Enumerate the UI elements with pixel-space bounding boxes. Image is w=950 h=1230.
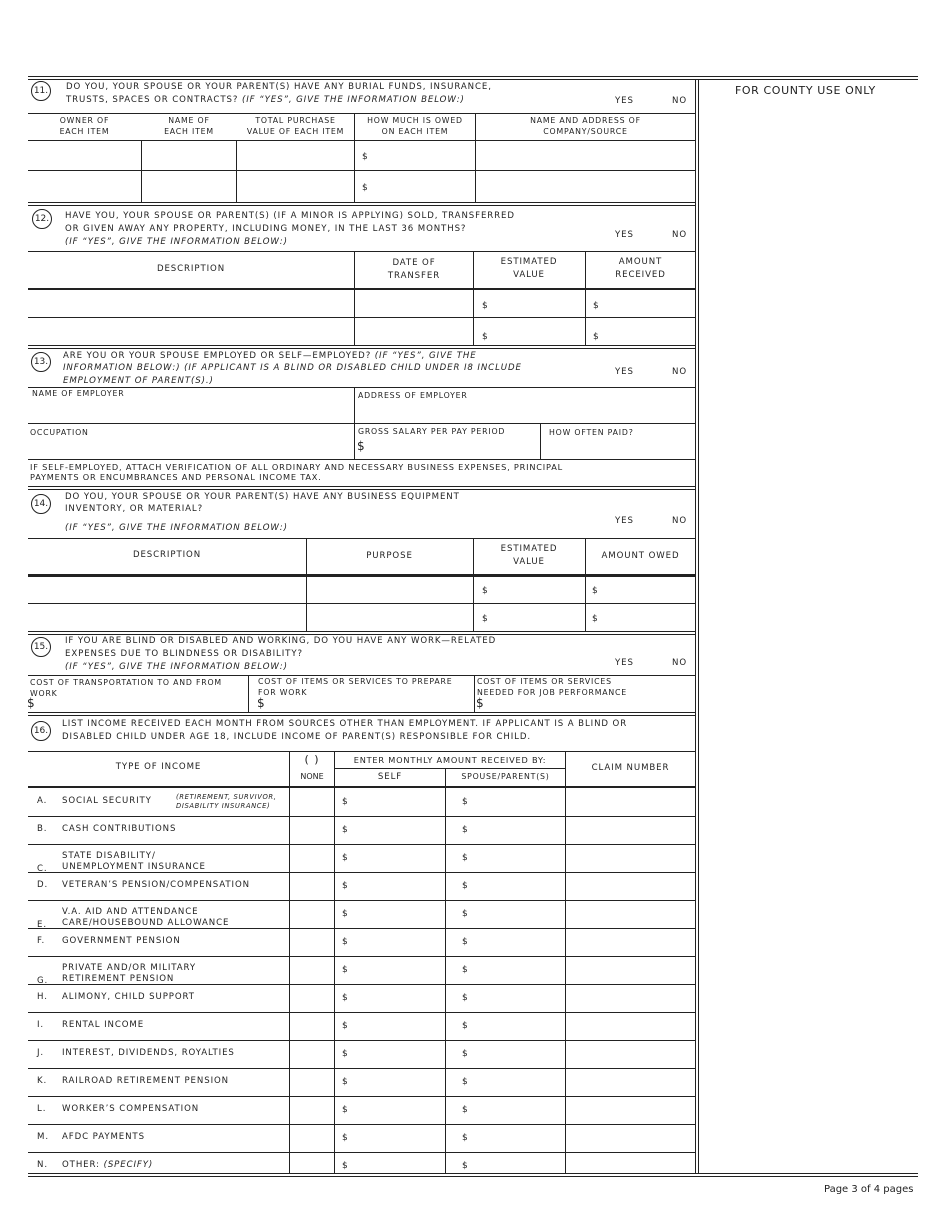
q15-end-rule-1 (28, 712, 695, 713)
income-row-letter: N. (37, 1160, 48, 1170)
q13-question-line1: ARE YOU OR YOUR SPOUSE EMPLOYED OR SELF—EMPLOYED? (IF “YES”, GIVE THE (63, 351, 477, 361)
q16-number: 16. (31, 721, 51, 741)
q16-question-line2: DISABLED CHILD UNDER AGE 18, INCLUDE INCOME OF PARENT(S) RESPONSIBLE FOR CHILD. (62, 732, 531, 742)
income-row-spouse-amount[interactable]: $ (462, 965, 468, 975)
q14-col-owed: AMOUNT OWED (601, 551, 680, 561)
income-row-claim-number[interactable] (567, 930, 694, 954)
income-row-label-line2: RETIREMENT PENSION (62, 974, 175, 984)
income-row-label: RAILROAD RETIREMENT PENSION (62, 1076, 229, 1086)
q12-yes-option[interactable]: YES (615, 230, 634, 240)
income-row-spouse-amount[interactable]: $ (462, 797, 468, 807)
q14-question-line3: (IF “YES”, GIVE THE INFORMATION BELOW:) (65, 523, 288, 533)
income-row-claim-number[interactable] (567, 986, 694, 1010)
q12-header-rule (28, 288, 695, 290)
q12-row1-value-field[interactable]: $ (482, 301, 488, 311)
q13-gross-salary-label: GROSS SALARY PER PAY PERIOD (358, 427, 506, 436)
income-row-self-amount[interactable]: $ (342, 1133, 348, 1143)
q14-number: 14. (31, 494, 51, 514)
q12-vline (585, 251, 586, 346)
q13-question-line2: INFORMATION BELOW:) (IF APPLICANT IS A BLIND OR DISABLED CHILD UNDER I8 INCLUDE (63, 363, 522, 373)
income-row-label: AFDC PAYMENTS (62, 1132, 145, 1142)
q11-end-rule-2 (28, 205, 695, 206)
q13-vline (540, 423, 541, 459)
q13-yes-option[interactable]: YES (615, 367, 634, 377)
q15-question-line1: IF YOU ARE BLIND OR DISABLED AND WORKING, DO YOU HAVE ANY WORK—RELATED (65, 636, 497, 646)
income-row-divider (28, 1152, 695, 1153)
q13-rule (28, 423, 695, 424)
q15-end-rule-2 (28, 715, 695, 716)
q11-end-rule-1 (28, 202, 695, 203)
q11-no-option[interactable]: NO (672, 96, 687, 106)
q14-row2-owed-field[interactable]: $ (592, 614, 598, 624)
income-row-claim-number[interactable] (567, 1070, 694, 1094)
income-row-self-amount[interactable]: $ (342, 825, 348, 835)
income-row-spouse-amount[interactable]: $ (462, 825, 468, 835)
bottom-rule-2 (28, 1176, 918, 1177)
income-row-divider (28, 816, 695, 817)
income-row-self-amount[interactable]: $ (342, 965, 348, 975)
income-row-divider (28, 1040, 695, 1041)
income-row-claim-number[interactable] (567, 902, 694, 926)
income-row-label: PRIVATE AND/OR MILITARY (62, 963, 197, 973)
q12-col-value: ESTIMATED VALUE (500, 257, 558, 280)
income-row-label: CASH CONTRIBUTIONS (62, 824, 177, 834)
q16-col-claim: CLAIM NUMBER (591, 763, 670, 773)
income-row-claim-number[interactable] (567, 846, 694, 870)
income-row-divider (28, 844, 695, 845)
q12-end-rule-2 (28, 348, 695, 349)
income-row-claim-number[interactable] (567, 818, 694, 842)
q12-end-rule-1 (28, 345, 695, 346)
q13-self-employed-note: IF SELF-EMPLOYED, ATTACH VERIFICATION OF ALL ORDINARY AND NECESSARY BUSINESS EXPENSES, PRINCIPAL PAYMENTS OR ENCUMBRANCES AND PERSONAL INCOME TAX. (30, 462, 563, 482)
q13-number: 13. (31, 352, 51, 372)
income-row-letter: M. (37, 1132, 49, 1142)
income-row-label: GOVERNMENT PENSION (62, 936, 181, 946)
q12-col-received: AMOUNT RECEIVED (615, 257, 666, 280)
income-row-claim-number[interactable] (567, 958, 694, 982)
income-row-none-checkbox[interactable] (291, 874, 333, 898)
q13-no-option[interactable]: NO (672, 367, 687, 377)
q14-end-rule-1 (28, 631, 695, 632)
income-row-none-checkbox[interactable] (291, 1098, 333, 1122)
q14-rule (28, 603, 695, 604)
q16-vline (334, 751, 335, 1173)
right-divider-1 (695, 79, 696, 1174)
income-row-claim-number[interactable] (567, 1098, 694, 1122)
q12-vline (473, 251, 474, 346)
q15-question-line3: (IF “YES”, GIVE THE INFORMATION BELOW:) (65, 662, 288, 672)
q11-vline (354, 113, 355, 202)
income-row-claim-number[interactable] (567, 874, 694, 898)
q13-rule (28, 387, 695, 388)
income-row-label: ALIMONY, CHILD SUPPORT (62, 992, 195, 1002)
q11-rule (28, 140, 695, 141)
income-row-letter: L. (37, 1104, 47, 1114)
q11-vline (141, 140, 142, 202)
income-row-spouse-amount[interactable]: $ (462, 909, 468, 919)
q14-question-line2: INVENTORY, OR MATERIAL? (65, 504, 204, 514)
income-row-letter: K. (37, 1076, 48, 1086)
income-row-self-amount[interactable]: $ (342, 853, 348, 863)
income-row-label: STATE DISABILITY/ (62, 851, 156, 861)
q15-question-line2: EXPENSES DUE TO BLINDNESS OR DISABILITY? (65, 649, 303, 659)
income-row-self-amount[interactable]: $ (342, 1049, 348, 1059)
q16-enter-monthly: ENTER MONTHLY AMOUNT RECEIVED BY: (353, 755, 547, 765)
q15-yes-option[interactable]: YES (615, 658, 634, 668)
income-row-label-note: (SPECIFY) (103, 1160, 154, 1170)
income-row-spouse-amount[interactable]: $ (462, 1077, 468, 1087)
q11-col-company: NAME AND ADDRESS OF COMPANY/SOURCE (530, 116, 641, 136)
q15-rule (28, 675, 695, 676)
q12-vline (354, 251, 355, 346)
income-row-self-amount[interactable]: $ (342, 1161, 348, 1171)
income-row-label: SOCIAL SECURITY (62, 796, 152, 806)
income-row-spouse-amount[interactable]: $ (462, 881, 468, 891)
q15-transport-label: COST OF TRANSPORTATION TO AND FROM WORK (30, 678, 222, 698)
q12-rule (28, 317, 695, 318)
q15-no-option[interactable]: NO (672, 658, 687, 668)
q12-col-date: DATE OF TRANSFER (387, 258, 441, 281)
q16-none-paren: ( ) (304, 753, 320, 766)
q14-no-option[interactable]: NO (672, 516, 687, 526)
q12-no-option[interactable]: NO (672, 230, 687, 240)
q14-row1-value-field[interactable]: $ (482, 586, 488, 596)
q12-row2-value-field[interactable]: $ (482, 332, 488, 342)
income-row-self-amount[interactable]: $ (342, 993, 348, 1003)
q11-rule (28, 170, 695, 171)
income-row-letter: I. (37, 1020, 45, 1030)
q16-ss-note: (RETIREMENT, SURVIVOR, DISABILITY INSURANCE) (176, 793, 277, 810)
income-row-none-checkbox[interactable] (291, 958, 333, 982)
q14-vline (306, 538, 307, 631)
right-divider-2 (698, 79, 699, 1174)
q13-end-rule-1 (28, 486, 695, 487)
income-row-letter: J. (37, 1048, 45, 1058)
income-row-none-checkbox[interactable] (291, 930, 333, 954)
q16-rule (28, 751, 695, 752)
county-use-label: FOR COUNTY USE ONLY (735, 84, 876, 97)
income-row-claim-number[interactable] (567, 1014, 694, 1038)
income-row-none-checkbox[interactable] (291, 902, 333, 926)
q12-row1-received-field[interactable]: $ (593, 301, 599, 311)
q14-col-value: ESTIMATED VALUE (500, 544, 558, 567)
income-row-none-checkbox[interactable] (291, 986, 333, 1010)
income-row-letter: H. (37, 992, 48, 1002)
q13-gross-salary-field[interactable]: $ (357, 439, 365, 453)
income-row-none-checkbox[interactable] (291, 1070, 333, 1094)
income-row-claim-number[interactable] (567, 1042, 694, 1066)
q15-job-label: COST OF ITEMS OR SERVICES NEEDED FOR JOB PERFORMANCE (477, 677, 628, 697)
q15-vline (474, 675, 475, 712)
q13-question-line3: EMPLOYMENT OF PARENT(S).) (63, 376, 214, 386)
income-row-divider (28, 1012, 695, 1013)
income-row-self-amount[interactable]: $ (342, 1021, 348, 1031)
q14-col-description: DESCRIPTION (132, 550, 202, 560)
income-row-spouse-amount[interactable]: $ (462, 1021, 468, 1031)
q11-col-name: NAME OF EACH ITEM (164, 116, 214, 136)
income-row-label: INTEREST, DIVIDENDS, ROYALTIES (62, 1048, 235, 1058)
bottom-rule-1 (28, 1173, 918, 1174)
q14-col-purpose: PURPOSE (366, 551, 413, 561)
q11-row1-owed-field[interactable]: $ (362, 152, 368, 162)
q14-vline (473, 538, 474, 631)
income-row-none-checkbox[interactable] (291, 1042, 333, 1066)
q16-col-spouse: SPOUSE/PARENT(S) (461, 772, 550, 781)
q15-vline (248, 675, 249, 712)
income-row-spouse-amount[interactable]: $ (462, 937, 468, 947)
q13-how-often-field[interactable]: HOW OFTEN PAID? (549, 428, 634, 437)
q13-employer-field[interactable]: NAME OF EMPLOYER (32, 389, 125, 398)
income-row-divider (28, 1124, 695, 1125)
q16-question-line1: LIST INCOME RECEIVED EACH MONTH FROM SOURCES OTHER THAN EMPLOYMENT. IF APPLICANT IS A BLIND OR (62, 719, 628, 729)
q11-vline (236, 140, 237, 202)
income-row-label: RENTAL INCOME (62, 1020, 145, 1030)
q13-address-field[interactable]: ADDRESS OF EMPLOYER (358, 391, 468, 400)
income-row-letter: G. (37, 976, 49, 986)
q11-question-line1: DO YOU, YOUR SPOUSE OR YOUR PARENT(S) HAVE ANY BURIAL FUNDS, INSURANCE, (66, 82, 492, 92)
income-row-none-checkbox[interactable] (291, 818, 333, 842)
income-row-none-checkbox[interactable] (291, 1154, 333, 1178)
q14-yes-option[interactable]: YES (615, 516, 634, 526)
top-rule-2 (28, 79, 918, 80)
income-row-self-amount[interactable]: $ (342, 797, 348, 807)
income-row-spouse-amount[interactable]: $ (462, 853, 468, 863)
q13-rule (28, 459, 695, 460)
q15-prepare-field[interactable]: $ (257, 696, 265, 710)
q12-row2-received-field[interactable]: $ (593, 332, 599, 342)
q15-number: 15. (31, 637, 51, 657)
income-row-letter: E. (37, 920, 47, 930)
q12-rule (28, 251, 695, 252)
income-row-letter: F. (37, 936, 46, 946)
q16-rule (334, 768, 565, 769)
q11-yes-option[interactable]: YES (615, 96, 634, 106)
q11-col-total: TOTAL PURCHASE VALUE OF EACH ITEM (246, 116, 345, 136)
income-row-self-amount[interactable]: $ (342, 937, 348, 947)
income-row-spouse-amount[interactable]: $ (462, 1161, 468, 1171)
income-row-spouse-amount[interactable]: $ (462, 1049, 468, 1059)
income-row-self-amount[interactable]: $ (342, 881, 348, 891)
income-row-none-checkbox[interactable] (291, 1126, 333, 1150)
q13-occupation-field[interactable]: OCCUPATION (30, 428, 89, 437)
q11-vline (475, 113, 476, 202)
q12-question-line3: (IF “YES”, GIVE THE INFORMATION BELOW:) (65, 237, 288, 247)
q14-header-rule (28, 574, 695, 577)
q12-question-line2: OR GIVEN AWAY ANY PROPERTY, INCLUDING MONEY, IN THE LAST 36 MONTHS? (65, 224, 467, 234)
income-row-none-checkbox[interactable] (291, 1014, 333, 1038)
income-row-label (62, 1159, 153, 1172)
income-row-divider (28, 984, 695, 985)
income-row-divider (28, 1096, 695, 1097)
income-row-none-checkbox[interactable] (291, 790, 333, 814)
q15-transport-field[interactable]: $ (27, 696, 35, 710)
q11-question-line2: TRUSTS, SPACES OR CONTRACTS? (IF “YES”, GIVE THE INFORMATION BELOW:) (66, 95, 465, 105)
income-row-claim-number[interactable] (567, 1154, 694, 1178)
income-row-spouse-amount[interactable]: $ (462, 993, 468, 1003)
income-row-label-line2: UNEMPLOYMENT INSURANCE (62, 862, 206, 872)
q16-col-none: NONE (300, 772, 324, 781)
q16-col-self: SELF (377, 772, 403, 782)
income-row-spouse-amount[interactable]: $ (462, 1105, 468, 1115)
q13-end-rule-2 (28, 489, 695, 490)
income-row-label: WORKER’S COMPENSATION (62, 1104, 200, 1114)
income-row-divider (28, 900, 695, 901)
income-row-divider (28, 872, 695, 873)
q11-col-owed: HOW MUCH IS OWED ON EACH ITEM (367, 116, 463, 136)
income-row-divider (28, 928, 695, 929)
income-row-divider (28, 956, 695, 957)
q14-row2-value-field[interactable]: $ (482, 614, 488, 624)
income-row-letter: B. (37, 824, 48, 834)
income-row-letter: C. (37, 864, 48, 874)
q12-question-line1: HAVE YOU, YOUR SPOUSE OR PARENT(S) (IF A MINOR IS APPLYING) SOLD, TRANSFERRED (65, 211, 515, 221)
q12-col-description: DESCRIPTION (156, 264, 226, 274)
q15-prepare-label: COST OF ITEMS OR SERVICES TO PREPARE FOR WORK (258, 677, 453, 697)
q14-rule (28, 538, 695, 539)
income-row-claim-number[interactable] (567, 790, 694, 814)
q16-vline (445, 768, 446, 1173)
q11-rule (28, 113, 695, 114)
income-row-none-checkbox[interactable] (291, 846, 333, 870)
q11-row2-owed-field[interactable]: $ (362, 183, 368, 193)
income-row-label-line2: CARE/HOUSEBOUND ALLOWANCE (62, 918, 230, 928)
q12-number: 12. (32, 209, 52, 229)
q16-vline (565, 751, 566, 1173)
income-row-label: VETERAN’S PENSION/COMPENSATION (62, 880, 250, 890)
income-row-self-amount[interactable]: $ (342, 1105, 348, 1115)
income-row-label-text: OTHER: (62, 1160, 100, 1170)
income-row-self-amount[interactable]: $ (342, 1077, 348, 1087)
page-number: Page 3 of 4 pages (824, 1184, 914, 1195)
income-row-label: V.A. AID AND ATTENDANCE (62, 907, 199, 917)
q16-vline (289, 751, 290, 1173)
q16-col-type: TYPE OF INCOME (115, 762, 202, 772)
income-row-divider (28, 1068, 695, 1069)
q16-header-rule (28, 786, 695, 788)
q14-question-line1: DO YOU, YOUR SPOUSE OR YOUR PARENT(S) HAVE ANY BUSINESS EQUIPMENT (65, 492, 460, 502)
q11-col-owner: OWNER OF EACH ITEM (59, 116, 110, 136)
income-row-spouse-amount[interactable]: $ (462, 1133, 468, 1143)
income-row-self-amount[interactable]: $ (342, 909, 348, 919)
q15-job-field[interactable]: $ (476, 696, 484, 710)
income-row-claim-number[interactable] (567, 1126, 694, 1150)
q14-vline (585, 538, 586, 631)
q14-row1-owed-field[interactable]: $ (592, 586, 598, 596)
income-row-letter: D. (37, 880, 49, 890)
top-rule-1 (28, 76, 918, 77)
q11-number: 11. (31, 81, 51, 101)
income-row-letter: A. (37, 796, 48, 806)
